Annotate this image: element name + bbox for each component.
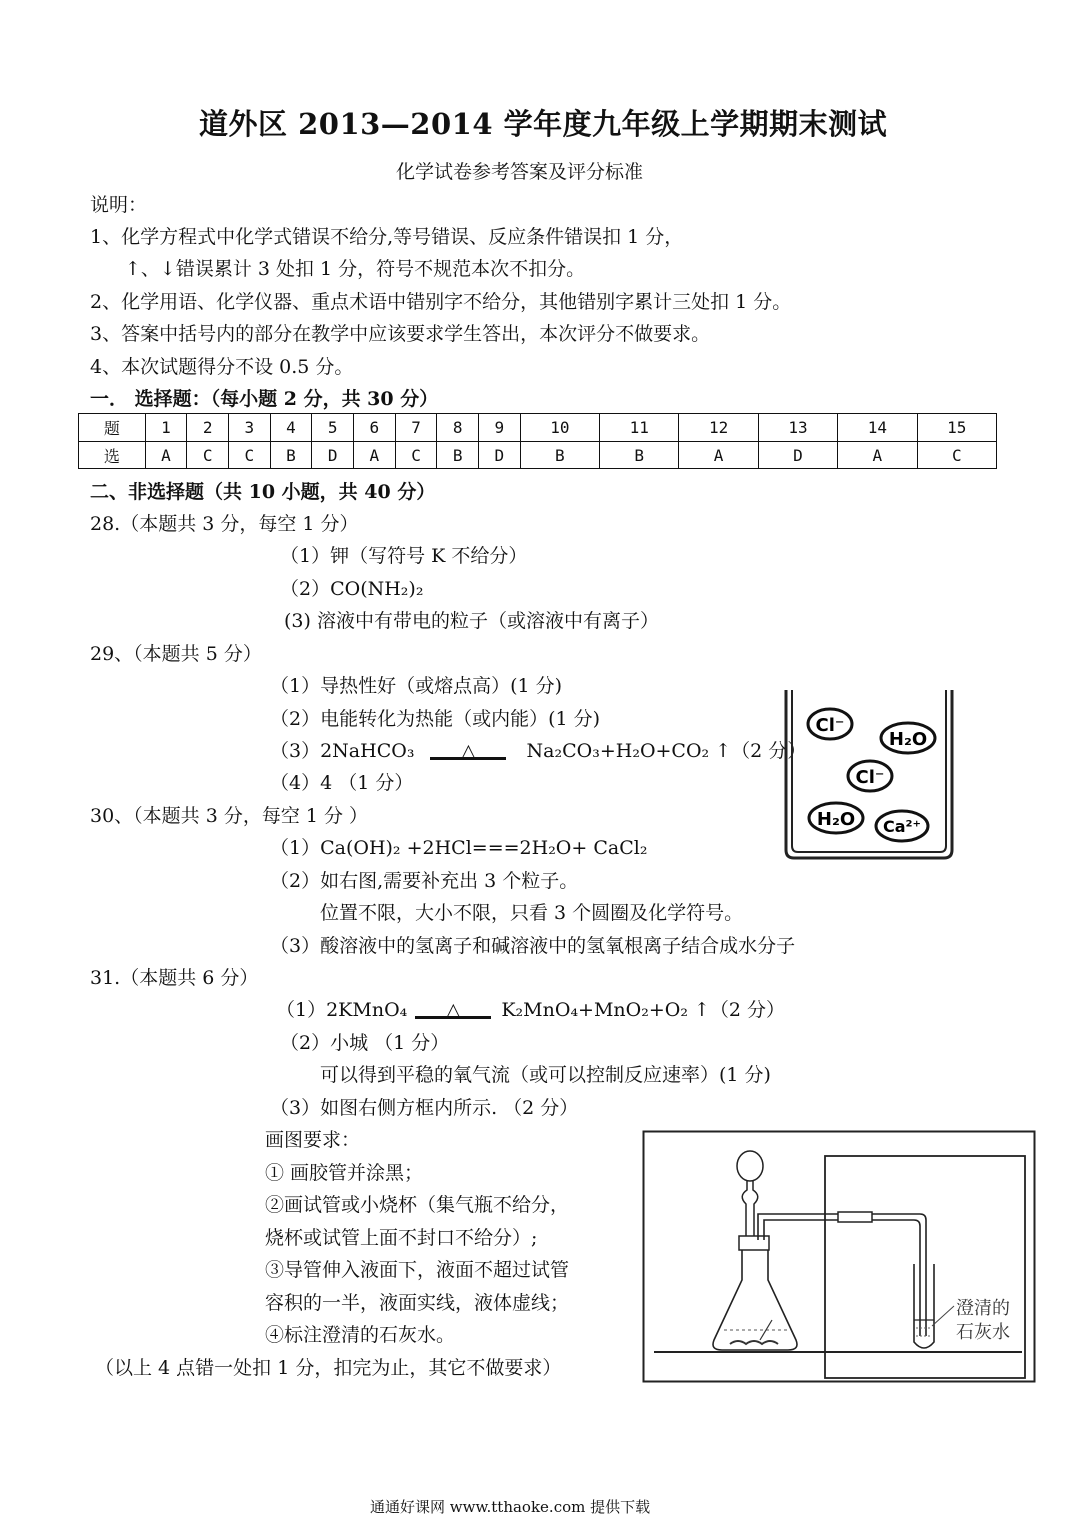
q29-answer-2: （2）电能转化为热能（或内能）(1 分) — [270, 708, 601, 730]
ion-circle — [808, 709, 852, 739]
notes-heading: 说明： — [90, 194, 148, 216]
rubber-tube — [838, 1212, 872, 1222]
table-cell: 10 — [520, 414, 599, 442]
table-cell: 6 — [354, 414, 396, 442]
table-cell: A — [354, 442, 396, 469]
q31-eq-reactant: （1）2KMnO₄ — [276, 999, 408, 1021]
page-title: 道外区 2013—2014 学年度九年级上学期期末测试 — [199, 107, 888, 141]
note-item-1-cont: ↑、↓错误累计 3 处扣 1 分，符号不规范本次不扣分。 — [125, 258, 586, 280]
q29-eq-condition: △ — [430, 739, 506, 763]
q31-requirement-1: ① 画胶管并涂黑； — [265, 1162, 424, 1184]
table-cell: 13 — [758, 414, 837, 442]
q31-answer-2: （2）小城 （1 分） — [280, 1032, 450, 1054]
table-cell-label: 题 — [79, 414, 146, 442]
ion-circle — [848, 761, 892, 791]
section1-heading: 一． 选择题：（每小题 2 分，共 30 分） — [90, 388, 439, 410]
table-cell: 15 — [917, 414, 996, 442]
q31-requirement-2: ②画试管或小烧杯（集气瓶不给分， — [265, 1194, 570, 1216]
note-item-4: 4、本次试题得分不设 0.5 分。 — [90, 356, 354, 378]
table-cell: B — [600, 442, 679, 469]
table-cell: 11 — [600, 414, 679, 442]
table-cell: 7 — [395, 414, 437, 442]
ion-circle — [881, 723, 935, 753]
q30-heading: 30、（本题共 3 分，每空 1 分 ） — [90, 805, 369, 827]
q31-requirement-3: ③导管伸入液面下，液面不超过试管 — [265, 1259, 570, 1281]
q28-heading: 28.（本题共 3 分，每空 1 分） — [90, 513, 359, 535]
apparatus-diagram — [642, 1130, 1038, 1385]
ion-label: Cl⁻ — [855, 767, 885, 788]
table-cell: D — [312, 442, 354, 469]
table-cell: C — [395, 442, 437, 469]
table-cell: 4 — [270, 414, 312, 442]
q30-answer-3: （3）酸溶液中的氢离子和碱溶液中的氢氧根离子结合成水分子 — [270, 935, 796, 957]
table-cell: 14 — [838, 414, 917, 442]
q31-requirements-heading: 画图要求： — [265, 1129, 361, 1151]
q31-scoring-note: （以上 4 点错一处扣 1 分，扣完为止，其它不做要求） — [95, 1357, 562, 1379]
answer-table — [78, 413, 997, 469]
table-cell: 2 — [187, 414, 229, 442]
ion-label: H₂O — [816, 809, 856, 830]
note-item-1: 1、化学方程式中化学式错误不给分,等号错误、反应条件错误扣 1 分， — [90, 226, 684, 248]
table-row-answers — [79, 442, 997, 469]
page-subtitle: 化学试卷参考答案及评分标准 — [396, 161, 644, 183]
q31-answer-2-note: 可以得到平稳的氧气流（或可以控制反应速率）(1 分) — [320, 1064, 771, 1086]
q31-heading: 31.（本题共 6 分） — [90, 967, 259, 989]
q31-answer-3: （3）如图右侧方框内所示. （2 分） — [270, 1097, 579, 1119]
section2-heading: 二、非选择题（共 10 小题，共 40 分） — [90, 481, 436, 503]
ion-label: H₂O — [888, 729, 928, 750]
table-cell: B — [520, 442, 599, 469]
q28-answer-2: （2）CO(NH₂)₂ — [280, 578, 424, 600]
table-cell: 3 — [228, 414, 270, 442]
table-cell: 5 — [312, 414, 354, 442]
table-cell: B — [437, 442, 479, 469]
table-cell: B — [270, 442, 312, 469]
footer-text: 通通好课网 www.tthaoke.com 提供下载 — [370, 1498, 651, 1516]
q29-eq-products: Na₂CO₃+H₂O+CO₂ ↑（2 分） — [526, 740, 807, 762]
beaker-diagram — [778, 686, 960, 864]
apparatus-label: 澄清的 — [956, 1298, 1010, 1319]
q31-eq-condition: △ — [415, 998, 491, 1022]
table-cell: C — [228, 442, 270, 469]
ion-circle — [809, 803, 863, 833]
table-cell: D — [758, 442, 837, 469]
q31-requirement-3-cont: 容积的一半，液面实线，液体虚线； — [265, 1292, 570, 1314]
q30-answer-1: （1）Ca(OH)₂ +2HCl===2H₂O+ CaCl₂ — [270, 837, 648, 859]
note-item-3: 3、答案中括号内的部分在教学中应该要求学生答出，本次评分不做要求。 — [90, 323, 711, 345]
q31-equation — [276, 998, 785, 1022]
table-cell: 12 — [679, 414, 758, 442]
table-cell: C — [917, 442, 996, 469]
table-cell-label: 选 — [79, 442, 146, 469]
table-cell: D — [479, 442, 521, 469]
q29-eq-reactant: （3）2NaHCO₃ — [270, 740, 415, 762]
q29-answer-1: （1）导热性好（或熔点高）(1 分) — [270, 675, 563, 697]
q31-requirement-4: ④标注澄清的石灰水。 — [265, 1324, 456, 1346]
ion-label: Cl⁻ — [815, 715, 845, 736]
q29-equation — [270, 739, 806, 763]
table-cell: 1 — [145, 414, 187, 442]
q29-heading: 29、（本题共 5 分） — [90, 643, 262, 665]
note-item-2: 2、化学用语、化学仪器、重点术语中错别字不给分，其他错别字累计三处扣 1 分。 — [90, 291, 792, 313]
apparatus-label: 石灰水 — [956, 1322, 1010, 1343]
table-cell: C — [187, 442, 229, 469]
table-cell: 9 — [479, 414, 521, 442]
q28-answer-3: (3) 溶液中有带电的粒子（或溶液中有离子） — [284, 610, 659, 632]
ion-label: Ca²⁺ — [883, 817, 921, 836]
ion-circle — [876, 811, 928, 841]
table-cell: A — [145, 442, 187, 469]
table-cell: A — [838, 442, 917, 469]
table-cell: A — [679, 442, 758, 469]
q30-answer-2: （2）如右图,需要补充出 3 个粒子。 — [270, 870, 579, 892]
q29-answer-4: （4）4 （1 分） — [270, 772, 414, 794]
q28-answer-1: （1）钾（写符号 K 不给分） — [280, 545, 528, 567]
table-cell: 8 — [437, 414, 479, 442]
table-row-numbers — [79, 414, 997, 442]
q30-answer-2-note: 位置不限，大小不限，只看 3 个圆圈及化学符号。 — [320, 902, 744, 924]
q31-requirement-2-cont: 烧杯或试管上面不封口不给分）; — [265, 1227, 538, 1249]
q31-eq-products: K₂MnO₄+MnO₂+O₂ ↑（2 分） — [501, 999, 786, 1021]
